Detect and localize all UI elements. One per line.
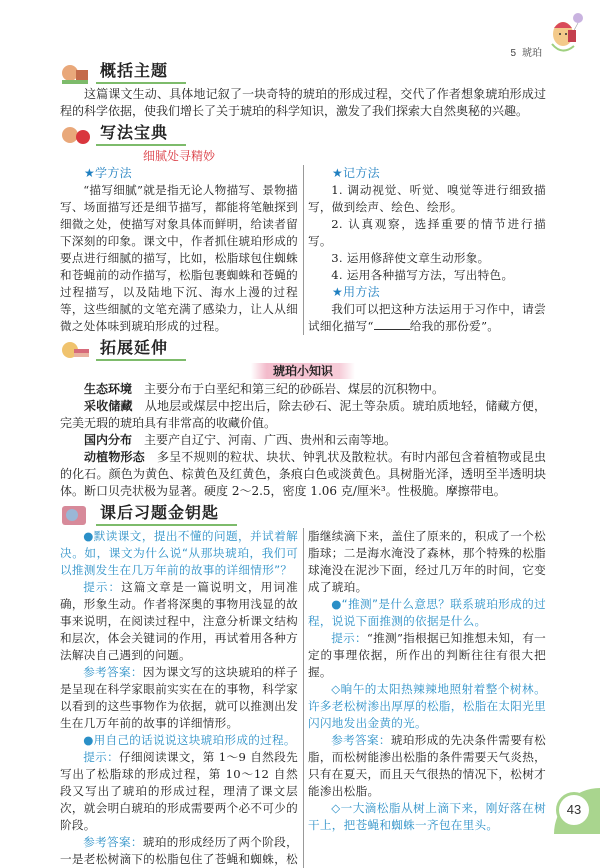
knowledge-item	[60, 398, 546, 432]
question-2-hint	[60, 749, 298, 834]
answer-label: 参考答案：	[83, 665, 143, 679]
question-3-quote-2: ◇一大滴松脂从树上滴下来，刚好落在树干上，把苍蝇和蜘蛛一齐包在里头。	[308, 801, 546, 832]
section-title: 概括主题	[96, 61, 186, 84]
question-3-hint	[308, 630, 546, 681]
fill-in-blank[interactable]	[374, 319, 410, 330]
page-number: 43	[556, 792, 592, 828]
question-3: ●“推测”是什么意思？联系琥珀形成的过程，说说下面推测的依据是什么。	[308, 597, 546, 628]
knowledge-item	[60, 381, 546, 398]
remember-method-label: ★记方法	[332, 166, 380, 180]
mascot-writing-icon	[60, 124, 90, 146]
hint-text: 这篇文章是一篇说明文，用词准确，形象生动。作者将深奥的事物用浅显的故事来说明，在阅读过程中，注意分析课文结构和层次，体会关键词的作用，再试着用各种方法解决自己遇到的问题。	[60, 580, 298, 662]
writing-columns	[60, 165, 546, 335]
chapter-number: 5	[510, 48, 516, 59]
answer-label: 参考答案：	[83, 835, 143, 849]
extension-items	[60, 381, 546, 500]
knowledge-text: 多呈不规则的粒状、块状、钟乳状及散粒状。有时内部包含着植物或昆虫的化石。颜色为黄色、棕黄色及红黄色，条痕白色或淡黄色。具树脂光泽，透明至半透明块体。断口贝壳状极为显著。硬度 2～2.5，密度 1.06 克/厘米³。性极脆。摩擦带电。	[60, 450, 546, 498]
section-writing-header	[60, 124, 546, 146]
knowledge-label: 国内分布	[84, 433, 133, 447]
hint-label: 提示：	[83, 580, 122, 594]
writing-subtitle: 细腻处寻精妙	[142, 149, 215, 163]
answer-text: 琥珀形成的先决条件需要有松脂，而松树能渗出松脂的条件需要天气炎热，只有在夏天，而且天气很热的情况下，松树才能渗出松脂。	[308, 733, 546, 798]
exercises-columns	[60, 528, 546, 868]
remember-item: 3. 运用修辞使文章生动形象。	[331, 251, 490, 265]
use-method-label: ★用方法	[332, 285, 380, 299]
question-1: ●默读课文，提出不懂的问题，并试着解决。如，课文为什么说“从那块琥珀，我们可以推测发生在几万年前的故事的详细情形”？	[60, 529, 298, 577]
section-title: 写法宝典	[96, 123, 186, 146]
remember-item: 4. 运用各种描写方法，写出特色。	[331, 268, 514, 282]
section-title: 拓展延伸	[96, 338, 186, 361]
page-content	[60, 62, 546, 868]
answer-text: 因为课文写的这块琥珀的样子是呈现在科学家眼前实实在在的事物，科学家以看到的这些事物作为依据，就可以推测出发生在几万年前的故事的详细情形。	[60, 665, 298, 730]
section-summary-header	[60, 62, 546, 84]
hint-label: 提示：	[331, 631, 367, 645]
knowledge-item	[60, 432, 546, 449]
knowledge-label: 采收储藏	[84, 399, 133, 413]
summary-paragraph: 这篇课文生动、具体地记叙了一块奇特的琥珀的形成过程，交代了作者想象琥珀形成过程的科学依据，使我们增长了关于琥珀的科学知识，激发了我们探索大自然奥秘的兴趣。	[60, 87, 546, 118]
learn-method-label: ★学方法	[84, 166, 132, 180]
section-exercises-header	[60, 504, 546, 526]
use-method-text-after: 给我的那份爱”。	[409, 319, 500, 333]
hint-text: “推测”指根据已知推想未知，有一定的事理依据，所作出的判断往往有很大把握。	[308, 631, 547, 679]
section-title: 课后习题金钥匙	[96, 503, 237, 526]
answer-text: 琥珀的形成经历了两个阶段，一是老松树滴下的松脂包住了苍蝇和蜘蛛，松脂继续滴下来，盖住了原来的，积成了一个松脂球；二是海水淹没了森林，那个特殊的松脂球淹没在泥沙下面，经过几万年的时间，它变成了琥珀。	[60, 529, 546, 866]
mascot-reading-icon	[60, 62, 90, 84]
question-1-answer	[60, 664, 298, 732]
mascot-books-icon	[60, 339, 90, 361]
remember-item: 1. 调动视觉、听觉、嗅觉等进行细致描写，做到绘声、绘色、绘形。	[308, 183, 546, 214]
question-2: ●用自己的话说说这块琥珀形成的过程。	[83, 733, 296, 747]
chapter-title: 琥珀	[522, 48, 542, 59]
section-extension-header	[60, 339, 546, 361]
knowledge-label: 生态环境	[84, 382, 133, 396]
question-1-hint	[60, 579, 298, 664]
remember-item: 2. 认真观察，选择重要的情节进行描写。	[308, 217, 546, 248]
use-method-text	[308, 301, 546, 335]
mascot-key-icon	[60, 504, 90, 526]
knowledge-text: 从地层或煤层中挖出后，除去砂石、泥土等杂质。琥珀质地轻，储藏方便，完美无瑕的琥珀具有非常高的收藏价值。	[60, 399, 546, 430]
hint-text: 仔细阅读课文，第 1～9 自然段先写出了松脂球的形成过程，第 10～12 自然段又写出了琥珀的形成过程，理清了课文层次，就会明白琥珀的形成需要两个必不可少的阶段。	[60, 750, 298, 832]
knowledge-label: 动植物形态	[84, 450, 145, 464]
use-method-text-before: 我们可以把这种方法运用于习作中，请尝试细化描写“	[308, 302, 546, 333]
amber-knowledge-subtitle: 琥珀小知识	[251, 363, 355, 379]
answer-label: 参考答案：	[331, 733, 391, 747]
chapter-header	[504, 44, 542, 59]
knowledge-text: 主要产自辽宁、河南、广西、贵州和云南等地。	[144, 433, 397, 447]
hint-label: 提示：	[83, 750, 120, 764]
question-3-answer-1	[308, 732, 546, 800]
question-3-quote-1: ◇晌午的太阳热辣辣地照射着整个树林。许多老松树渗出厚厚的松脂，松脂在太阳光里闪闪地发出金黄的光。	[308, 682, 546, 730]
knowledge-text: 主要分布于白垩纪和第三纪的砂砾岩、煤层的沉积物中。	[144, 382, 445, 396]
learn-method-text: “描写细腻”就是指无论人物描写、景物描写、场面描写还是细节描写，都能将笔触探到细微之处，使描写对象具体而鲜明，给读者留下深刻的印象。课文中，作者抓住琥珀形成的要点进行细腻的描写，比如，松脂球包住蜘蛛和苍蝇前的动作描写，松脂包裹蜘蛛和苍蝇的过程描写，以及陆地下沉、海水上漫的过程等，这些细腻的文笔充满了感染力，让人从细微之处体味到琥珀形成的过程。	[60, 183, 298, 333]
mascot-illustration-icon	[546, 10, 586, 54]
knowledge-item	[60, 449, 546, 500]
